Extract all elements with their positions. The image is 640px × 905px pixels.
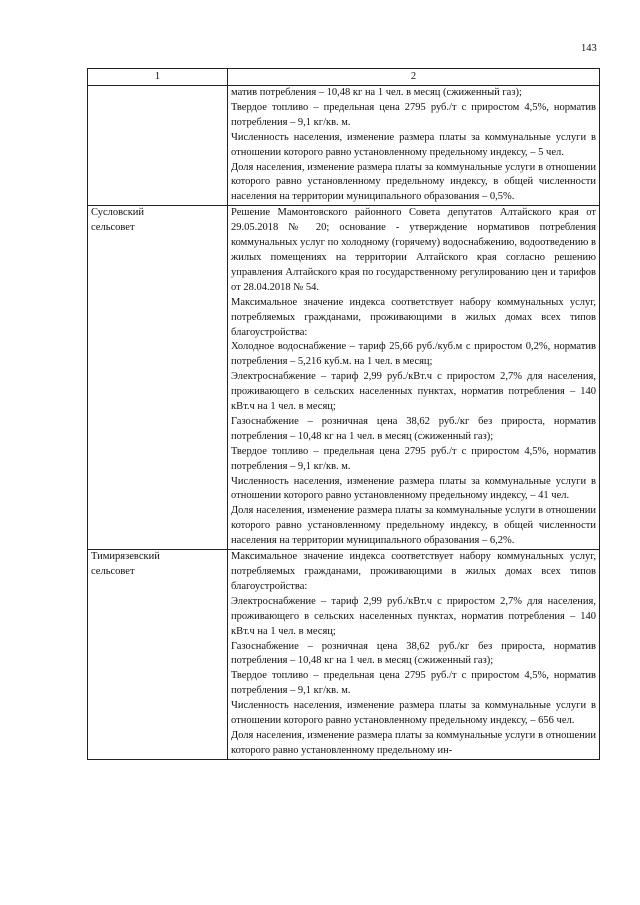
municipality-name-cell: [88, 86, 228, 206]
description-cell: [228, 550, 600, 760]
municipality-name-line: Сусловский: [91, 207, 145, 219]
description-paragraph: Доля населения, изменение размера платы за коммунальные услуги в отношении которого равно установленному предельному индексу, в общей численности населения на территории муниципального образования – 6,2%.: [231, 505, 596, 547]
page-number: 143: [581, 43, 597, 54]
description-paragraph: Твердое топливо – предельная цена 2795 руб./т с приростом 4,5%, норматив потребления – 9,1 кг/кв. м.: [231, 101, 596, 128]
description-paragraph: Численность населения, изменение размера платы за коммунальные услуги в отношении которого равно установленному предельному индексу, – 41 чел.: [231, 475, 596, 502]
description-paragraph: Холодное водоснабжение – тариф 25,66 руб./куб.м с приростом 0,2%, норматив потребления – 5,216 куб.м. на 1 чел. в месяц;: [231, 341, 596, 368]
description-paragraph: Твердое топливо – предельная цена 2795 руб./т с приростом 4,5%, норматив потребления – 9,1 кг/кв. м.: [231, 445, 596, 472]
description-paragraph: Максимальное значение индекса соответствует набору коммунальных услуг, потребляемых гражданами, проживающими в жилых домах всех типов благоустройства:: [231, 296, 596, 338]
description-paragraph: Электроснабжение – тариф 2,99 руб./кВт.ч с приростом 2,7% для населения, проживающего в сельских населенных пунктах, норматив потребления – 140 кВт.ч на 1 чел. в месяц;: [231, 371, 596, 413]
table-header-row: [88, 69, 600, 86]
description-paragraph: матив потребления – 10,48 кг на 1 чел. в месяц (сжиженный газ);: [231, 87, 522, 98]
municipality-name-line: сельсовет: [91, 566, 135, 577]
description-paragraph: Твердое топливо – предельная цена 2795 руб./т с приростом 4,5%, норматив потребления – 9,1 кг/кв. м.: [231, 670, 596, 697]
description-cell: [228, 206, 600, 550]
description-paragraph: Решение Мамонтовского районного Совета депутатов Алтайского края от 29.05.2018 № 20; основание - утверждение нормативов потребления коммунальных услуг по холодному (горячему) водоснабжению, водоотведению в жилых помещениях на территории Алтайского края согласно решению управления Алтайского края по государственному регулированию цен и тарифов от 28.04.2018 № 54.: [231, 207, 596, 293]
municipality-name-line: сельсовет: [91, 222, 135, 234]
description-paragraph: Численность населения, изменение размера платы за коммунальные услуги в отношении которого равно установленному предельному индексу, – 656 чел.: [231, 700, 596, 727]
table-row: [88, 550, 600, 760]
municipalities-table: [87, 68, 600, 760]
description-paragraph: Численность населения, изменение размера платы за коммунальные услуги в отношении которого равно установленному предельному индексу, – 5 чел.: [231, 131, 596, 158]
municipality-name-cell: [88, 550, 228, 760]
description-paragraph: Доля населения, изменение размера платы за коммунальные услуги в отношении которого равно установленному предельному ин-: [231, 729, 596, 756]
table-row: [88, 206, 600, 550]
description-cell: [228, 86, 600, 206]
description-paragraph: Газоснабжение – розничная цена 38,62 руб./кг без прироста, норматив потребления – 10,48 кг на 1 чел. в месяц (сжиженный газ);: [231, 640, 596, 667]
description-paragraph: Доля населения, изменение размера платы за коммунальные услуги в отношении которого равно установленному предельному индексу, в общей численности населения на территории муниципального образования – 0,5%.: [231, 161, 596, 203]
header-col-1: 1: [88, 69, 228, 86]
header-col-2: 2: [228, 69, 600, 86]
municipality-name-cell: [88, 206, 228, 550]
description-paragraph: Электроснабжение – тариф 2,99 руб./кВт.ч с приростом 2,7% для населения, проживающего в сельских населенных пунктах, норматив потребления – 140 кВт.ч на 1 чел. в месяц;: [231, 595, 596, 637]
description-paragraph: Газоснабжение – розничная цена 38,62 руб./кг без прироста, норматив потребления – 10,48 кг на 1 чел. в месяц (сжиженный газ);: [231, 415, 596, 442]
municipality-name-line: Тимирязевский: [91, 551, 160, 563]
table-row: [88, 86, 600, 206]
description-paragraph: Максимальное значение индекса соответствует набору коммунальных услуг, потребляемых гражданами, проживающими в жилых домах всех типов благоустройства:: [231, 551, 596, 592]
